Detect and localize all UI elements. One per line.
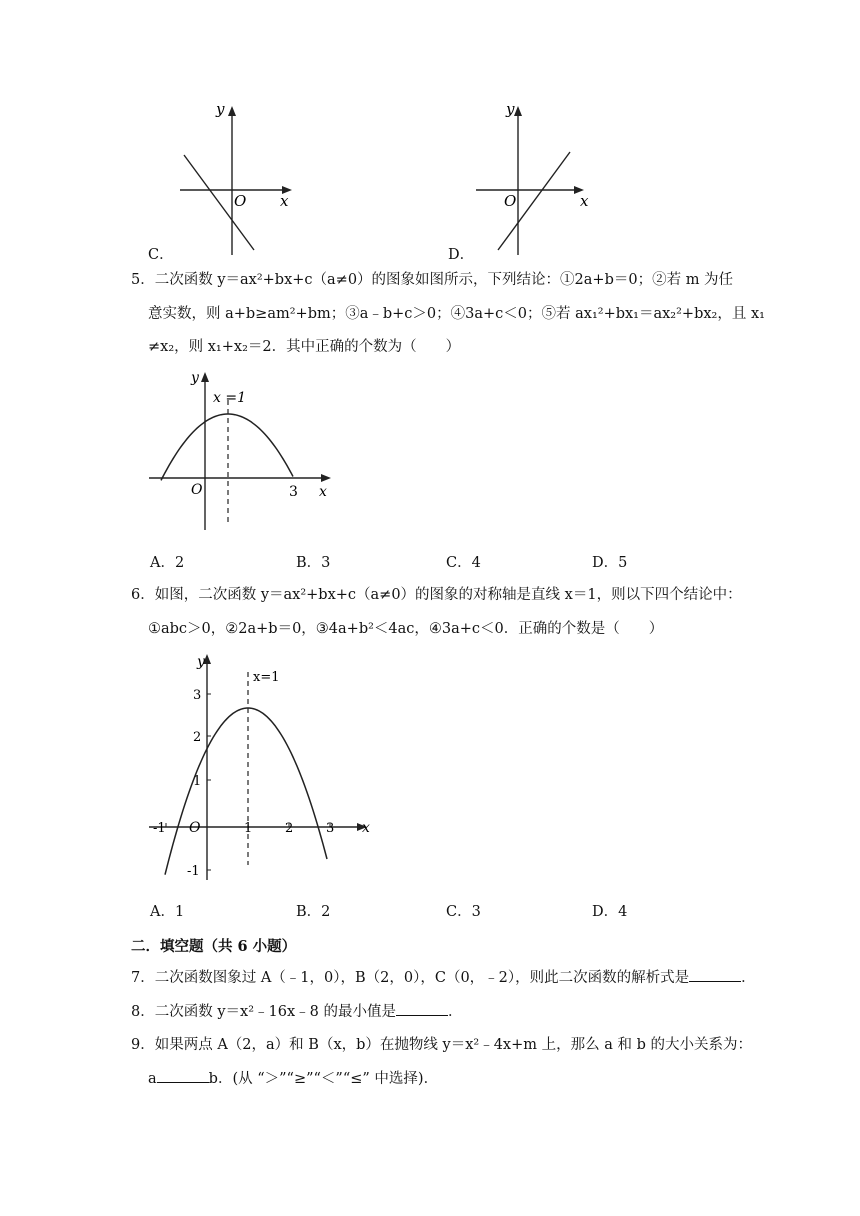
q5-text-line2: 意实数，则 a+b≥am²+bm；③a﹣b+c＞0；④3a+c＜0；⑤若 ax₁²+bx₁＝ax₂²+bx₂，且 x₁: [148, 306, 765, 322]
q8-text-after: ．: [447, 1004, 463, 1020]
axis-y-label: y: [191, 370, 199, 386]
origin-label: O: [191, 482, 203, 498]
q9-answer-blank[interactable]: [157, 1068, 209, 1083]
q5-graph: [145, 370, 335, 535]
axis-x-label: x: [280, 192, 289, 210]
x-tick-label: 3: [326, 821, 335, 836]
origin-label: O: [189, 820, 201, 836]
q5-option-d[interactable]: D．5: [592, 555, 628, 571]
q9-text-after: b．(从 “＞”“≥”“＜”“≤” 中选择)．: [208, 1071, 439, 1087]
q6-option-c[interactable]: C．3: [446, 904, 481, 920]
axis-x-label: x: [319, 484, 327, 500]
q5-parabola: [161, 414, 293, 480]
q9-text-before: a: [148, 1071, 157, 1087]
q9-text-line1: 9．如果两点 A（2，a）和 B（x，b）在抛物线 y＝x²﹣4x+m 上，那么 a 和 b 的大小关系为：: [131, 1037, 752, 1053]
q9-text-line2: [148, 1068, 438, 1089]
axis-y-label: y: [506, 100, 515, 118]
y-tick-label: 3: [193, 688, 202, 703]
q6-option-b[interactable]: B．2: [296, 904, 331, 920]
q5-option-c[interactable]: C．4: [446, 555, 481, 571]
axis-x-label: x: [580, 192, 589, 210]
symmetry-label: x =1: [213, 390, 246, 406]
symmetry-label: x=1: [253, 670, 280, 685]
q4-option-c[interactable]: C．: [148, 247, 174, 263]
x-tick-label: -1: [153, 821, 166, 836]
q6-text-line2: ①abc＞0，②2a+b＝0，③4a+b²＜4ac，④3a+c＜0．正确的个数是（ ）: [148, 621, 664, 637]
q6-graph: [145, 650, 385, 885]
q7-text: [131, 967, 756, 988]
q5-option-b[interactable]: B．3: [296, 555, 331, 571]
x-tick-label: 2: [285, 821, 294, 836]
q6-option-a[interactable]: A．1: [150, 904, 185, 920]
y-tick-label: -1: [187, 864, 200, 879]
q6-option-d[interactable]: D．4: [592, 904, 628, 920]
q8-text: [131, 1001, 462, 1022]
q4-option-d[interactable]: D．: [448, 247, 475, 263]
q7-text-after: ．: [741, 970, 756, 986]
q6-text-line1: 6．如图，二次函数 y＝ax²+bx+c（a≠0）的图象的对称轴是直线 x＝1，则以下四个结论中：: [131, 587, 742, 603]
q8-answer-blank[interactable]: [396, 1001, 448, 1016]
tick-label-3: 3: [289, 484, 298, 500]
q7-answer-blank[interactable]: [689, 967, 741, 982]
y-tick-label: 2: [193, 730, 202, 745]
origin-label: O: [504, 192, 517, 210]
q4-graph-d: [470, 100, 600, 260]
q5-text-line1: 5．二次函数 y＝ax²+bx+c（a≠0）的图象如图所示，下列结论：①2a+b＝0；②若 m 为任: [131, 272, 734, 288]
origin-label: O: [234, 192, 247, 210]
axis-y-label: y: [197, 654, 205, 670]
q7-text-before: 7．二次函数图象过 A（﹣1，0），B（2，0），C（0，﹣2），则此二次函数的解析式是: [131, 970, 690, 986]
q4-graph-c: [170, 100, 300, 260]
axis-x-label: x: [362, 820, 370, 836]
x-tick-label: 1: [244, 821, 253, 836]
q8-text-before: 8．二次函数 y＝x²﹣16x﹣8 的最小值是: [131, 1004, 396, 1020]
q6-parabola: [165, 708, 327, 875]
q5-text-line3: ≠x₂，则 x₁+x₂＝2．其中正确的个数为（ ）: [148, 339, 461, 355]
axis-y-label: y: [216, 100, 225, 118]
section-heading: 二．填空题（共 6 小题）: [131, 938, 297, 955]
y-tick-label: 1: [193, 774, 202, 789]
q5-option-a[interactable]: A．2: [150, 555, 185, 571]
